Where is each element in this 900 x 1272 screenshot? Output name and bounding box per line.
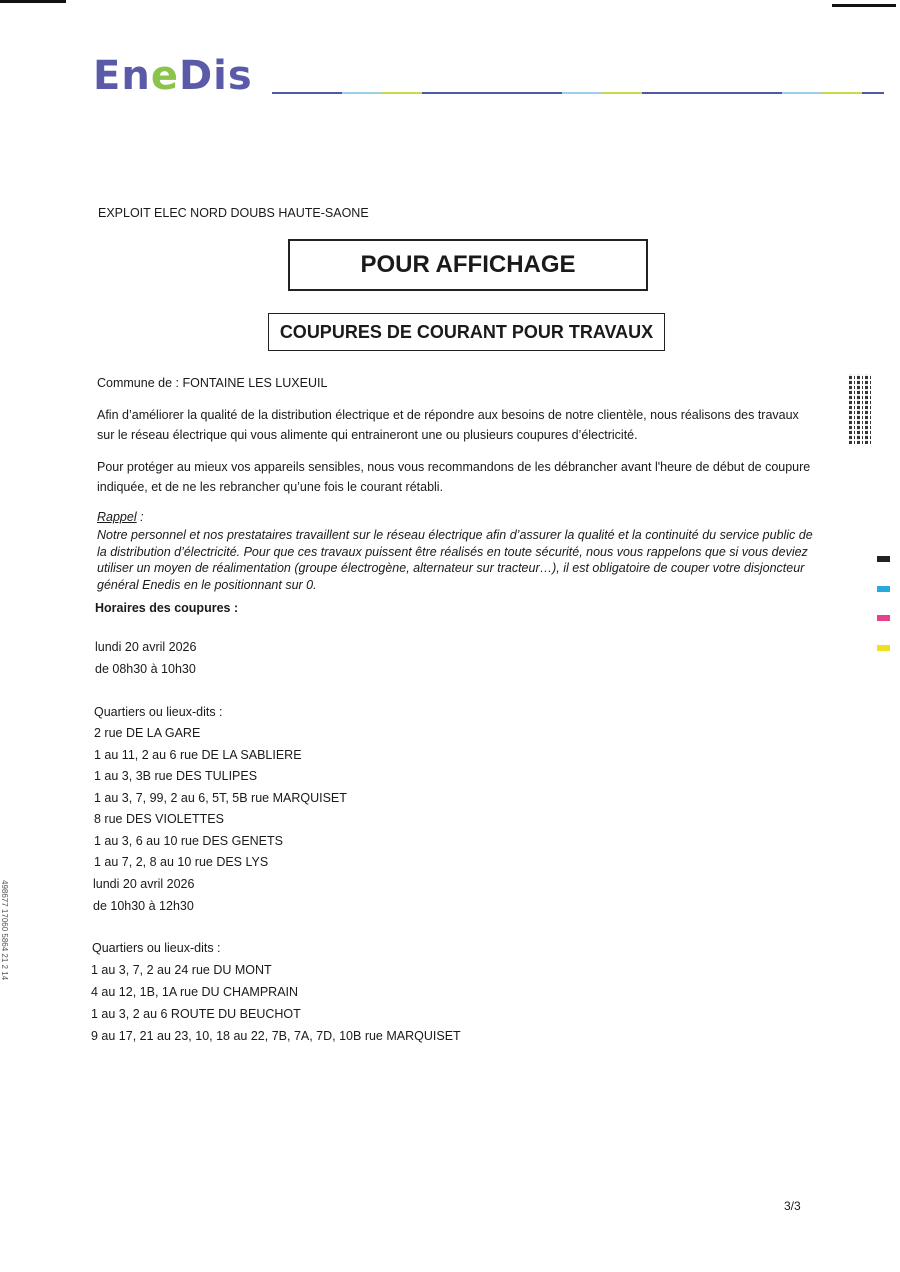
commune-line: Commune de : FONTAINE LES LUXEUIL	[97, 376, 328, 390]
enedis-logo: EneDis	[93, 53, 253, 99]
page-subtitle: COUPURES DE COURANT POUR TRAVAUX	[279, 322, 654, 342]
slot1-time: de 08h30 à 10h30	[95, 662, 196, 676]
list-item: 1 au 3, 6 au 10 rue DES GENETS	[94, 834, 283, 848]
rappel-heading: Rappel :	[97, 510, 144, 524]
sender-department: EXPLOIT ELEC NORD DOUBS HAUTE-SAONE	[98, 206, 369, 220]
title-box	[288, 239, 648, 291]
list-item: 1 au 11, 2 au 6 rue DE LA SABLIERE	[94, 748, 302, 762]
crop-mark-top-right	[832, 4, 896, 7]
intro-paragraph: Afin d’améliorer la qualité de la distribution électrique et de répondre aux besoins de notre clientèle, nous réalisons des travaux sur le réseau électrique qui vous alimente qui entraineront une ou plusieurs coupures d’électricité.	[97, 408, 799, 442]
slot2-time: de 10h30 à 12h30	[93, 899, 194, 913]
list-item: 1 au 3, 3B rue DES TULIPES	[94, 769, 258, 783]
list-item: 1 au 3, 7, 2 au 24 rue DU MONT	[91, 963, 272, 977]
rappel-text: Notre personnel et nos prestataires travaillent sur le réseau électrique afin d’assurer la qualité et la continuité du service public de la distribution d’électricité. Pour que ces travaux puissent être réalisés en toute sécurité, nous vous rappelons que si vous deviez utiliser un moyen de réalimentation (groupe électrogène, alternateur sur tracteur…), il est obligatoire de couper votre disjoncteur général Enedis en le positionnant sur 0.	[97, 528, 813, 592]
datamatrix-code	[849, 374, 871, 444]
logo-rule	[272, 92, 884, 94]
color-swatch-cyan	[877, 586, 890, 592]
slot1-date: lundi 20 avril 2026	[95, 640, 197, 654]
side-tracking-code: 498677 17060 5864 21 2 14	[0, 880, 9, 981]
protection-paragraph: Pour protéger au mieux vos appareils sensibles, nous vous recommandons de les débrancher avant l'heure de début de coupure indiquée, et de ne les rebrancher qu’une fois le courant rétabli.	[97, 460, 811, 494]
list-item: 1 au 3, 2 au 6 ROUTE DU BEUCHOT	[91, 1007, 301, 1021]
horaires-heading: Horaires des coupures :	[95, 601, 239, 615]
slot2-label: Quartiers ou lieux-dits :	[92, 941, 221, 955]
slot1-label: Quartiers ou lieux-dits :	[94, 705, 223, 719]
list-item: 1 au 7, 2, 8 au 10 rue DES LYS	[94, 855, 269, 869]
subtitle-box	[268, 313, 665, 351]
page-title: POUR AFFICHAGE	[360, 251, 576, 278]
list-item: 4 au 12, 1B, 1A rue DU CHAMPRAIN	[91, 985, 299, 999]
color-swatch-black	[877, 556, 890, 562]
list-item: 9 au 17, 21 au 23, 10, 18 au 22, 7B, 7A, 7D, 10B rue MARQUISET	[91, 1029, 461, 1043]
page-number: 3/3	[784, 1199, 801, 1213]
rappel-label: Rappel	[97, 510, 137, 524]
crop-mark-top-left	[0, 0, 66, 3]
list-item: 1 au 3, 7, 99, 2 au 6, 5T, 5B rue MARQUISET	[94, 791, 347, 805]
slot2-date: lundi 20 avril 2026	[93, 877, 195, 891]
color-swatch-yellow	[877, 645, 890, 651]
color-swatch-magenta	[877, 615, 890, 621]
list-item: 2 rue DE LA GARE	[94, 726, 201, 740]
list-item: 8 rue DES VIOLETTES	[94, 812, 224, 826]
